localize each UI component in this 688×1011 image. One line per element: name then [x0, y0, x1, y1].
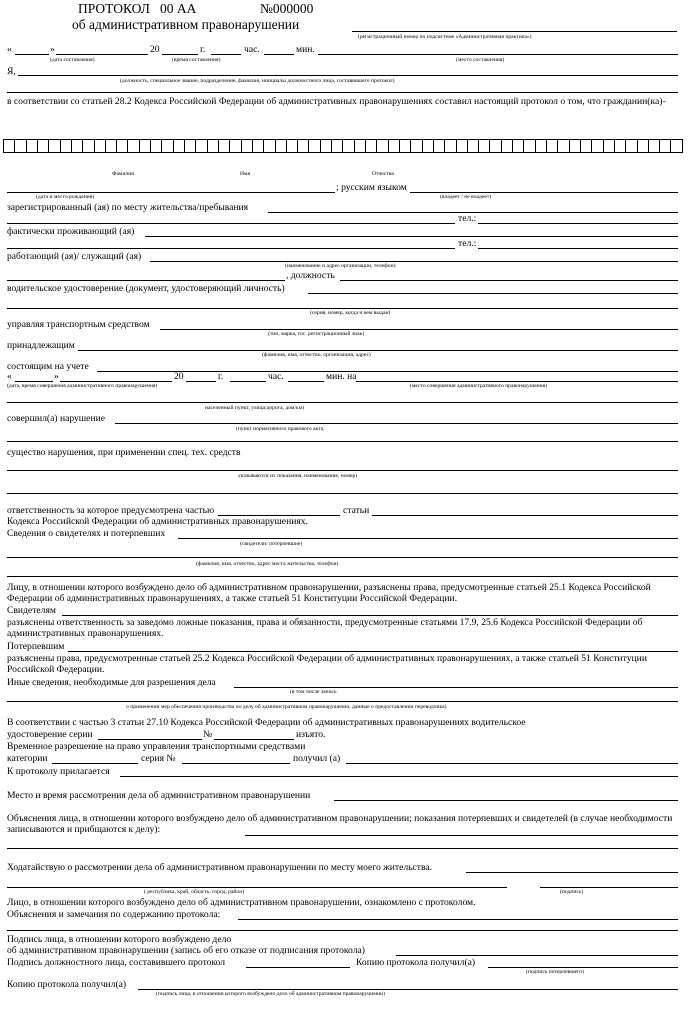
date2-hour: час.	[268, 371, 284, 382]
date2-hour-line[interactable]	[230, 381, 266, 382]
date-open-quote: «	[7, 44, 12, 55]
rights-victims-text: разъяснены права, предусмотренные статьей 25.2 Кодекса Российской Федерации об административных правонарушениях, а также статьей 51 Конституции Российской Федерации.	[7, 653, 647, 675]
essence-label: существо нарушения, при применении спец. тех. средств	[7, 447, 241, 458]
actual-label: фактически проживающий (ая)	[7, 226, 135, 237]
belonging-label: принадлежащим	[7, 340, 75, 351]
date2-year: 20	[174, 371, 184, 382]
other-info-line[interactable]	[234, 687, 678, 688]
working-label: работающий (ая)/ служащий (ая)	[7, 251, 142, 262]
date2-year-line[interactable]	[186, 381, 216, 382]
date2-day-line[interactable]	[15, 381, 53, 382]
date2-min: мин. на	[326, 371, 357, 382]
position-label: , должность	[286, 270, 335, 281]
license-label: водительское удостоверение (документ, удостоверяющий личность)	[7, 283, 285, 294]
cap-patronymic: Отчество	[372, 171, 395, 177]
license-part-text1: В соответствии с частью 3 статьи 27.10 Кодекса Российской Федерации об административных правонарушениях водительское	[7, 717, 526, 728]
remarks-line-2[interactable]	[7, 930, 678, 931]
rights-witnesses-label: Свидетелям	[7, 605, 56, 616]
cap-region: ( республика, край, область, город, район)	[144, 889, 245, 895]
witnesses-line-2[interactable]	[7, 557, 678, 558]
rights-victims-label: Потерпевшим	[7, 641, 65, 652]
sign3-line[interactable]	[246, 967, 350, 968]
locality-line[interactable]	[7, 402, 678, 403]
doc-number: №000000	[260, 1, 314, 16]
doc-title: ПРОТОКОЛ	[78, 1, 150, 16]
cap-language: (владеет / не владеет)	[440, 194, 492, 200]
position-line-pre[interactable]	[7, 280, 285, 281]
remarks-line[interactable]	[238, 919, 678, 920]
time-hours: час.	[244, 44, 260, 55]
copy2-label: Копию протокола получил(а)	[7, 979, 127, 990]
other-info-line-2[interactable]	[7, 701, 678, 702]
time-hour-line[interactable]	[211, 54, 241, 55]
other-info-label: Иные сведения, необходимые для разрешения дела	[7, 677, 216, 688]
cap-locality: населенный пункт, улица/дорога, дом/км)	[205, 405, 305, 411]
cap-fio: (фамилия, имя, отчество, адрес места жительства, телефон)	[196, 561, 339, 567]
officer-label: Я,	[7, 66, 16, 77]
cap-vehicle: (тип, марка, гос. регистрационный знак)	[268, 331, 365, 337]
sign1-label: Подпись лица, в отношении которого возбуждено дело	[7, 934, 232, 945]
committed-line-2[interactable]	[7, 441, 678, 442]
cap-clause: (пункт нормативного правового акта,	[236, 426, 325, 432]
registered-label: зарегистрированный (ая) по месту жительства/пребывания	[7, 202, 249, 213]
temp-permit-label: Временное разрешение на право управления транспортными средствами	[7, 741, 306, 752]
tel-label: тел.:	[458, 213, 477, 224]
code-label: Кодекса Российской Федерации об административных правонарушениях.	[7, 516, 308, 527]
committed-label: совершил(а) нарушение	[7, 413, 105, 424]
witnesses-line-3[interactable]	[7, 576, 678, 577]
temp-got-line[interactable]	[346, 763, 678, 764]
cap-org: (наименование и адрес организации, телефон)	[285, 263, 396, 269]
rights-victims-line[interactable]	[68, 651, 678, 652]
temp-got-label: получил (а)	[293, 753, 341, 764]
tel2-label: тел.:	[458, 238, 477, 249]
cap-measures: о применении мер обеспечения производства по делу об административном правонарушении, данные о предоставлении переводчика)	[126, 704, 447, 710]
date2-minute-line[interactable]	[288, 381, 324, 382]
cap-series: (серия, номер, когда и кем выдан)	[310, 310, 391, 316]
explanations-text: Объяснения лица, в отношении которого возбуждено дело об административном правонарушении; показания потерпевших и свидетелей (в случае необходимости записываются и прибщаются к делу):	[7, 813, 673, 835]
doc-subtitle: об административном правонарушении	[72, 17, 300, 32]
cap-place-violation: (место совершения административного правонарушения)	[410, 383, 548, 389]
sign3-label: Подпись должностного лица, составившего протокол	[7, 957, 226, 968]
region-line[interactable]	[7, 887, 507, 888]
petition-label: Ходатайствую о рассмотрении дела об административном правонарушении по месту моего жительства.	[7, 862, 433, 873]
liability-label: ответственность за которое предусмотрена частью	[7, 505, 215, 516]
petition-line[interactable]	[466, 872, 678, 873]
reg-caption: (регистрационный номер по подсистеме «Административная практика»)	[358, 34, 532, 40]
cap-name: Имя	[240, 171, 251, 177]
actual-line[interactable]	[145, 236, 678, 237]
tel2-line[interactable]	[478, 248, 678, 249]
language-line[interactable]	[410, 192, 678, 193]
review-label: Место и время рассмотрения дела об административном правонарушении	[7, 790, 311, 801]
cap-time: (время составления)	[172, 57, 221, 63]
date-day-line[interactable]	[15, 54, 49, 55]
name-letter-grid[interactable]	[3, 139, 683, 153]
copy1-line[interactable]	[488, 967, 678, 968]
familiar-label: Лицо, в отношении которого возбуждено дело об административном правонарушении, ознакомлено с протоколом.	[7, 897, 476, 908]
date2-open-quote: «	[7, 371, 12, 382]
cap-surname: Фамилия	[112, 171, 134, 177]
witnesses-label: Сведения о свидетелях и потерпевших	[7, 528, 166, 539]
cap-place: (место составления)	[456, 57, 505, 63]
cap-date: (дата составления)	[50, 57, 95, 63]
article-line[interactable]	[372, 515, 678, 516]
sign2-line[interactable]	[396, 955, 678, 956]
cap-victim-sign: (подпись потерпевшего)	[526, 969, 584, 975]
reg-number-line[interactable]	[352, 31, 677, 32]
attached-label: К протоколу прилагается	[7, 766, 110, 777]
date2-g: г.	[218, 371, 224, 382]
copy2-line[interactable]	[138, 989, 678, 990]
article-label: статьи	[343, 505, 370, 516]
working-line[interactable]	[150, 261, 678, 262]
sign2-label: об административном правонарушении (запись об его отказе от подписания протокола)	[7, 945, 365, 956]
time-minutes: мин.	[296, 44, 315, 55]
date-year-suffix: г.	[200, 44, 206, 55]
cap-person-sign: (подпись лица, в отношении которого возбуждено дело об административном правонарушении)	[156, 991, 385, 997]
officer-caption: (должность, специальное звание, подразделение, фамилия, инициалы должностного лица, составившего протокол)	[120, 78, 395, 84]
place-line[interactable]	[318, 54, 678, 55]
vehicle-label: управляя транспортным средством	[7, 319, 150, 330]
actual-line-2[interactable]	[7, 248, 455, 249]
license-line-2[interactable]	[7, 308, 678, 309]
remarks-label: Объяснения и замечания по содержанию протокола:	[7, 909, 221, 920]
rights-witnesses-line[interactable]	[62, 615, 678, 616]
officer-line-2[interactable]	[7, 92, 678, 93]
review-line[interactable]	[334, 800, 678, 801]
cap-readings: указываются их показания, наименование, номер)	[238, 473, 358, 479]
date2-close-quote: »	[54, 371, 59, 382]
cap-birth: (дата и место рождения)	[36, 194, 95, 200]
rights-witnesses-text: разъяснены ответственность за заведомо ложные показания, права и обязанности, предусмотренные статьями 17.9, 25.6 Кодекса Российской Федерации об административных правонарушениях.	[7, 617, 643, 639]
license-number-line[interactable]	[214, 739, 294, 740]
essence-line[interactable]	[7, 470, 678, 471]
date-year-prefix: 20	[150, 44, 160, 55]
copy1-label: Копию протокола получил(а)	[356, 957, 476, 968]
date-close-quote: »	[50, 44, 55, 55]
cap-date-violation: (дата, время совершения административного правонарушения)	[7, 383, 158, 389]
rights-person: Лицу, в отношении которого возбуждено дело об административном правонарушении, разъяснены права, предусмотренные статьей 25.1 Кодекса Российской Федерации об административных правонарушениях, а также статьей 51 Конституции Российской Федерации.	[7, 582, 651, 604]
committed-line[interactable]	[115, 423, 678, 424]
temp-series-line[interactable]	[182, 763, 290, 764]
birth-line[interactable]	[7, 192, 335, 193]
license-part-seized: изъято.	[296, 729, 326, 740]
cap-including: (в том числе запись	[290, 689, 337, 695]
intro-text: в соответствии со статьей 28.2 Кодекса Российской Федерации об административных правонарушениях составил настоящий протокол о том, что гражданин(ка)-	[7, 96, 666, 107]
explanations-line[interactable]	[245, 835, 678, 836]
essence-line-2[interactable]	[7, 493, 678, 494]
registered-line-2[interactable]	[7, 223, 455, 224]
attached-line[interactable]	[120, 776, 678, 777]
license-part-series: удостоверение серии	[7, 729, 93, 740]
tel-line[interactable]	[478, 223, 678, 224]
license-part-no: №	[203, 729, 213, 740]
license-series-line[interactable]	[98, 739, 202, 740]
officer-line[interactable]	[18, 75, 678, 76]
petition-sign-line[interactable]	[540, 887, 678, 888]
registered-at-label: состоящим на учете	[7, 361, 89, 372]
cap-sign: (подпись)	[560, 889, 584, 895]
position-line[interactable]	[340, 280, 678, 281]
time-minute-line[interactable]	[264, 54, 294, 55]
witnesses-line[interactable]	[178, 538, 678, 539]
date-month-line[interactable]	[56, 54, 148, 55]
explanations-line-2[interactable]	[7, 848, 678, 849]
cap-owner: (фамилия, имя, отчество, организация, адрес)	[262, 352, 371, 358]
belonging-line[interactable]	[78, 350, 678, 351]
place2-line[interactable]	[356, 381, 678, 382]
date2-month-line[interactable]	[60, 381, 172, 382]
cap-witness: (свидетели/ потерпевшие)	[240, 541, 303, 547]
russian-language: ; русским языком	[336, 182, 407, 193]
doc-series: 00 АА	[160, 1, 197, 16]
temp-category-label: категории	[7, 753, 48, 764]
date-year-line[interactable]	[162, 54, 198, 55]
license-line[interactable]	[308, 293, 678, 294]
temp-series-label: серия №	[141, 753, 176, 764]
vehicle-line[interactable]	[160, 329, 678, 330]
registered-at-line[interactable]	[97, 371, 678, 372]
temp-category-line[interactable]	[52, 763, 138, 764]
